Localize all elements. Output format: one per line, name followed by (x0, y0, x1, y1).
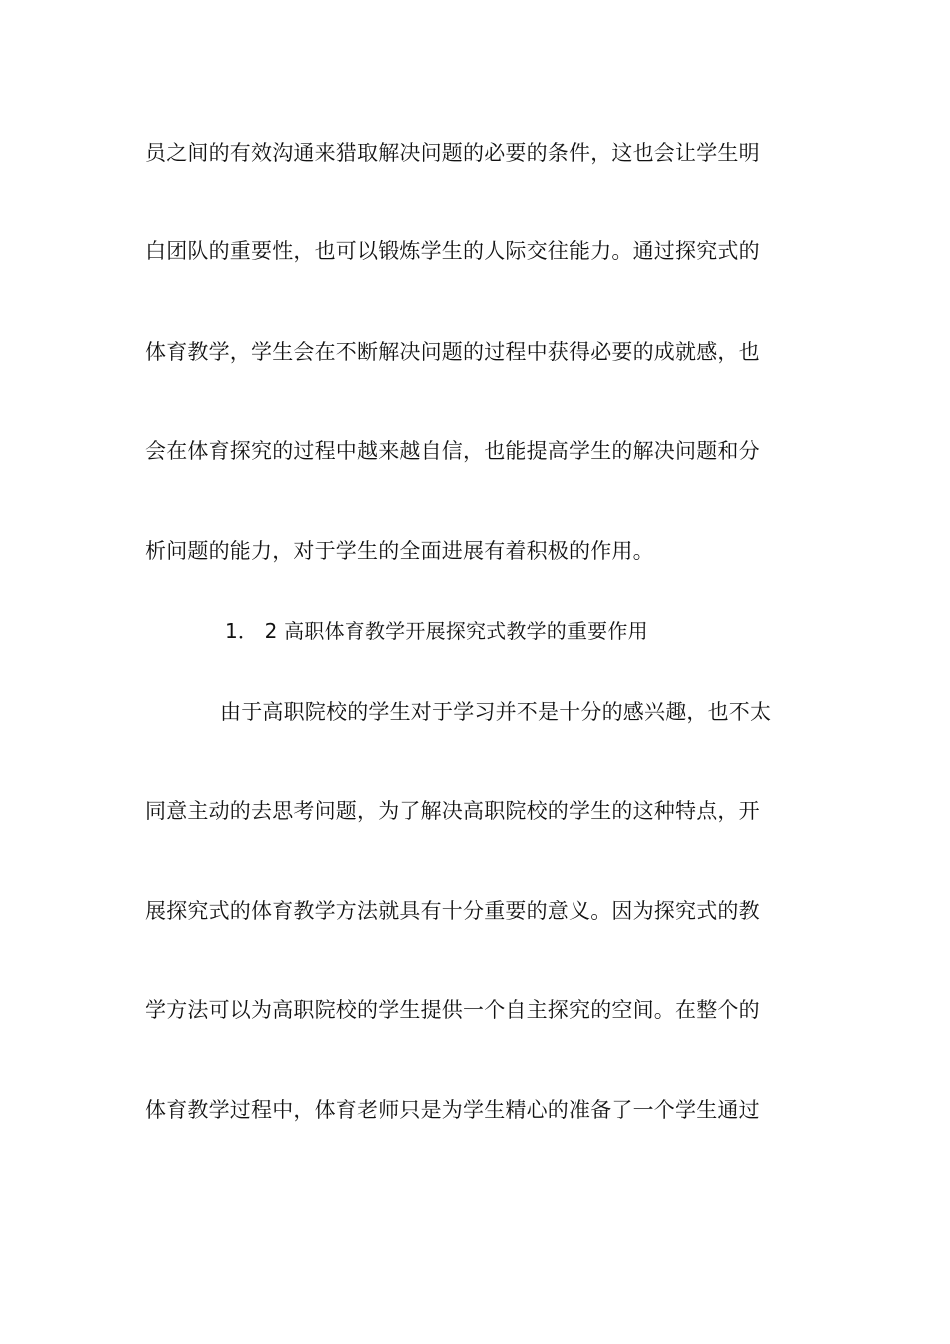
paragraph-line: 展探究式的体育教学方法就具有十分重要的意义。因为探究式的教 (145, 899, 760, 923)
paragraph-line: 白团队的重要性，也可以锻炼学生的人际交往能力。通过探究式的 (145, 239, 760, 263)
section-heading: 1． 2 高职体育教学开展探究式教学的重要作用 (225, 619, 648, 643)
paragraph-line: 体育教学过程中，体育老师只是为学生精心的准备了一个学生通过 (145, 1098, 760, 1122)
paragraph-line: 由于高职院校的学生对于学习并不是十分的感兴趣，也不太 (220, 700, 772, 724)
paragraph-line: 同意主动的去思考问题，为了解决高职院校的学生的这种特点，开 (145, 799, 760, 823)
paragraph-line: 学方法可以为高职院校的学生提供一个自主探究的空间。在整个的 (145, 998, 760, 1022)
paragraph-line: 员之间的有效沟通来猎取解决问题的必要的条件，这也会让学生明 (145, 141, 760, 165)
paragraph-line: 析问题的能力，对于学生的全面进展有着积极的作用。 (145, 539, 654, 563)
paragraph-line: 体育教学，学生会在不断解决问题的过程中获得必要的成就感，也 (145, 340, 760, 364)
paragraph-line: 会在体育探究的过程中越来越自信，也能提高学生的解决问题和分 (145, 439, 760, 463)
